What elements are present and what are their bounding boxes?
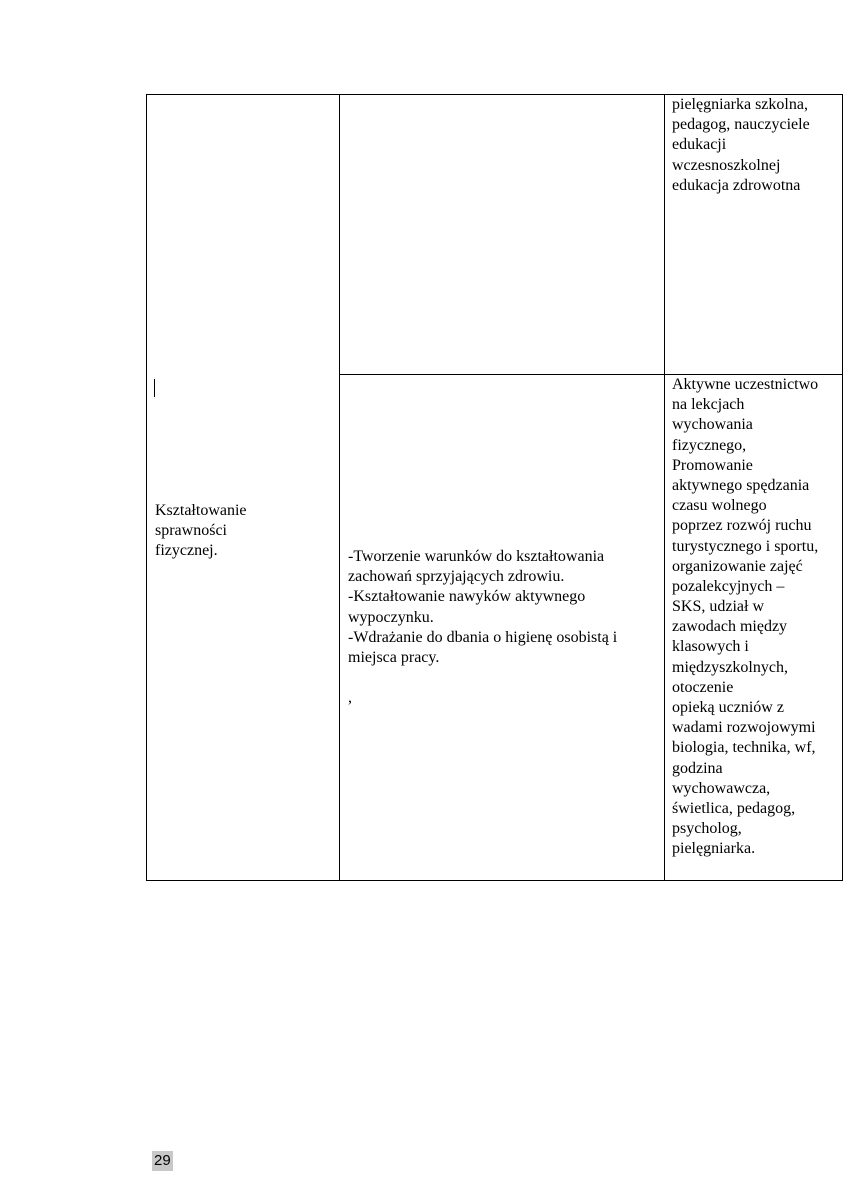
cell-text: międzyszkolnych, — [672, 658, 788, 676]
row1-right-cell — [672, 95, 810, 196]
cell-text: na lekcjach — [672, 396, 745, 414]
cell-text: pielęgniarka. — [672, 840, 756, 858]
cell-text: wypoczynku. — [348, 608, 434, 626]
cell-text: edukacja zdrowotna — [672, 176, 801, 194]
cell-text: sprawności — [155, 522, 227, 540]
cell-text: czasu wolnego — [672, 497, 767, 515]
cell-text: fizycznego, — [672, 436, 747, 454]
cell-text: wychowania — [672, 416, 753, 434]
cell-text: organizowanie zajęć — [672, 557, 803, 575]
column-divider — [339, 94, 340, 881]
cell-text: poprzez rozwój ruchu — [672, 517, 812, 535]
cell-text: -Wdrażanie do dbania o higienę osobistą i — [348, 628, 618, 646]
text-cursor — [154, 379, 155, 397]
cell-text: psycholog, — [672, 820, 742, 838]
cell-text: wczesnoszkolnej — [672, 156, 781, 174]
cell-text: , — [348, 689, 352, 707]
cell-text: Promowanie — [672, 456, 753, 474]
table-border-bottom — [146, 880, 843, 881]
cell-text: wadami rozwojowymi — [672, 719, 816, 737]
cell-text: miejsca pracy. — [348, 648, 440, 666]
cell-text: otoczenie — [672, 678, 734, 696]
cell-text: świetlica, pedagog, — [672, 799, 796, 817]
row2-middle-cell — [348, 547, 617, 708]
cell-text: klasowych i — [672, 638, 749, 656]
cell-text: godzina — [672, 759, 723, 777]
cell-text: SKS, udział w — [672, 598, 764, 616]
row2-right-cell — [672, 375, 818, 860]
cell-text: -Tworzenie warunków do kształtowania — [348, 548, 605, 565]
cell-text: opieką uczniów z — [672, 699, 784, 716]
cell-text: fizycznej. — [155, 542, 218, 560]
page-number: 29 — [154, 1152, 171, 1169]
cell-text: Kształtowanie — [155, 502, 247, 519]
cell-text: Aktywne uczestnictwo — [672, 376, 819, 393]
row2-left-cell — [155, 501, 247, 562]
cell-text: edukacji — [672, 136, 727, 154]
cell-text: -Kształtowanie nawyków aktywnego — [348, 588, 586, 606]
column-divider — [664, 94, 665, 881]
cell-text: pielęgniarka szkolna, — [672, 96, 808, 113]
cell-text: zachowań sprzyjających zdrowiu. — [348, 568, 565, 586]
cell-text: biologia, technika, wf, — [672, 739, 816, 757]
table-border-left — [146, 94, 147, 881]
cell-text: pedagog, nauczyciele — [672, 116, 810, 134]
cell-text: aktywnego spędzania — [672, 476, 810, 494]
cell-text: wychowawcza, — [672, 779, 771, 797]
cell-text: pozalekcyjnych – — [672, 577, 785, 595]
cell-text: zawodach między — [672, 618, 788, 636]
cell-text: turystycznego i sportu, — [672, 537, 819, 555]
table-border-right — [842, 94, 843, 881]
